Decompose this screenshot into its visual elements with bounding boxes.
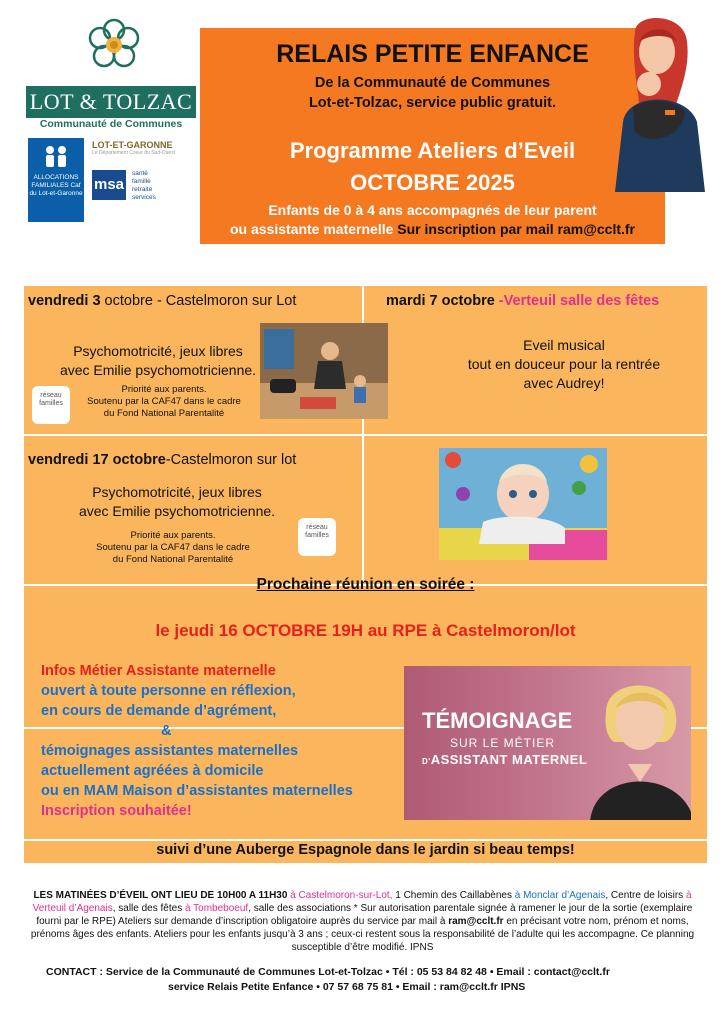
- department-name: LOT-ET-GARONNE: [92, 140, 173, 150]
- note-line: Priorité aux parents.: [121, 384, 207, 395]
- info-inscription: Inscription souhaitée!: [41, 803, 192, 819]
- msa-text: [132, 170, 156, 202]
- program-grid: [24, 286, 707, 863]
- event-location: octobre - Castelmoron sur Lot: [100, 293, 297, 309]
- desc-line: Psychomotricité, jeux libres: [92, 484, 262, 500]
- department-logo: [92, 140, 192, 156]
- event-day: mardi 7 octobre: [386, 293, 495, 309]
- subtitle-line2: Lot-et-Tolzac, service public gratuit.: [308, 95, 557, 111]
- info-line: en cours de demande d’agrément,: [41, 703, 277, 719]
- event-date: [28, 293, 296, 309]
- caf-label: ALLOCATIONS FAMILIALES Caf du Lot-et-Garonne: [29, 174, 83, 197]
- department-sub: Le Département Coeur du Sud-Ouest: [92, 150, 176, 156]
- footer-place: à Tombeboeuf: [184, 903, 249, 914]
- temoignage-banner: [404, 666, 691, 820]
- reseau-familles-logo: réseau familles: [298, 518, 336, 556]
- desc-line: Eveil musical: [523, 337, 605, 353]
- note-line: du Fond National Parentalité: [112, 554, 234, 565]
- event-day: vendredi 3: [28, 293, 101, 309]
- footer-text: , salle des fêtes: [112, 903, 185, 914]
- event-day: vendredi 17 octobre: [28, 452, 166, 468]
- temoignage-sub: SUR LE MÉTIER: [450, 736, 556, 750]
- program-title: Programme Ateliers d’Eveil: [289, 138, 576, 163]
- brand-subtitle: Communauté de Communes: [39, 118, 183, 130]
- header-banner: [200, 28, 665, 244]
- desc-line: avec Emilie psychomotricienne.: [78, 503, 276, 519]
- caf-family-icon: [40, 142, 72, 170]
- info-line: actuellement agréées à domicile: [41, 763, 264, 779]
- footer-text: , salle des associations * Sur autorisation parentale signée à ramener le jour de la sortie (exemplaire fourni par le RPE) Ateliers sur demande d’inscription obligatoire auprès du service par mail à: [36, 903, 693, 927]
- info-ampersand: &: [161, 723, 172, 739]
- subtitle-line1: De la Communauté de Communes: [314, 75, 551, 91]
- event-location: Verteuil salle des fêtes: [503, 293, 660, 309]
- note-line: du Fond National Parentalité: [103, 408, 225, 419]
- desc-line: tout en douceur pour la rentrée: [467, 356, 661, 372]
- msa-line: retraite: [132, 186, 153, 193]
- note-line: Soutenu par la CAF47 dans le cadre: [87, 396, 241, 407]
- event-description: [52, 483, 302, 521]
- event-description: [38, 342, 278, 380]
- event-note: [64, 384, 264, 420]
- footer-hours: LES MATINÉES D’ÉVEIL ONT LIEU DE 10H00 A 11H30: [33, 890, 288, 901]
- event-date: [28, 452, 296, 468]
- contact-line: CONTACT : Service de la Communauté de Communes Lot-et-Tolzac • Tél : 05 53 84 82 48 • Email : contact@cclt.fr: [46, 966, 610, 978]
- msa-logo: [92, 170, 192, 208]
- info-title: Infos Métier Assistante maternelle: [41, 663, 276, 679]
- reunion-title: Prochaine réunion en soirée :: [256, 576, 475, 593]
- desc-line: avec Emilie psychomotricienne.: [59, 362, 257, 378]
- temoignage-title: TÉMOIGNAGE: [422, 708, 573, 733]
- psychomotricity-photo: [260, 323, 388, 419]
- footer-place: à Verteuil d’Agenais: [32, 890, 692, 914]
- temoignage-prefix: D': [422, 757, 431, 766]
- desc-line: Psychomotricité, jeux libres: [73, 343, 243, 359]
- footer-place: à Monclar d’Agenais: [514, 890, 606, 901]
- logo-area: [22, 12, 207, 212]
- contact-line: service Relais Petite Enfance • 07 57 68 75 81 • Email : ram@cclt.fr IPNS: [168, 981, 526, 993]
- reunion-info: [41, 661, 401, 821]
- footer-text: 1 Chemin des Caillabènes: [392, 890, 515, 901]
- info-line: ouvert à toute personne en réflexion,: [41, 683, 296, 699]
- footer-text: en précisant votre nom, prénom et noms, prénoms âges des enfants. Ateliers pour les enfants jusqu’à 3 ans ; ceux-ci restent sous la responsabilité de l’adulte qui les accompagne. Ce planning susceptible d’être modifié. IPNS: [30, 916, 695, 953]
- grid-divider: [24, 839, 707, 841]
- inscription-prefix: ou assistante maternelle: [229, 221, 398, 237]
- reunion-date: le jeudi 16 OCTOBRE 19H au RPE à Castelmoron/lot: [155, 621, 576, 640]
- kids-line: Enfants de 0 à 4 ans accompagnés de leur parent: [268, 202, 597, 218]
- inscription-email[interactable]: Sur inscription par mail ram@cclt.fr: [397, 221, 635, 237]
- reseau-familles-logo: réseau familles: [32, 386, 70, 424]
- footer-email[interactable]: ram@cclt.fr: [448, 916, 504, 927]
- footer-info: [30, 889, 695, 954]
- event-description: [444, 336, 684, 393]
- event-sep: -: [494, 293, 504, 309]
- program-month: OCTOBRE 2025: [350, 170, 515, 195]
- event-date: [386, 293, 659, 309]
- temoignage-job: [422, 752, 587, 767]
- mother-baby-illustration: [605, 12, 715, 192]
- caf-logo: [28, 138, 84, 222]
- page-title: RELAIS PETITE ENFANCE: [276, 40, 589, 68]
- footer-text: , Centre de loisirs: [605, 890, 686, 901]
- msa-line: services: [132, 194, 156, 201]
- info-line: témoignages assistantes maternelles: [41, 743, 299, 759]
- msa-line: santé: [132, 170, 148, 177]
- note-line: Priorité aux parents.: [130, 530, 216, 541]
- assistant-portrait: [584, 672, 691, 820]
- inscription-line: [200, 221, 665, 237]
- footer-text: à: [287, 890, 299, 901]
- grid-divider: [24, 434, 707, 436]
- event-note: [68, 530, 278, 566]
- footer-place: Castelmoron-sur-Lot,: [298, 890, 393, 901]
- msa-box: msa: [92, 170, 126, 200]
- brand-name: LOT & TOLZAC: [26, 86, 196, 118]
- flower-logo-icon: [84, 16, 144, 76]
- temoignage-job-text: ASSISTANT MATERNEL: [430, 752, 588, 767]
- event-location: -Castelmoron sur lot: [165, 452, 297, 468]
- baby-photo: [439, 448, 607, 560]
- msa-line: famille: [132, 178, 151, 185]
- note-line: Soutenu par la CAF47 dans le cadre: [96, 542, 250, 553]
- desc-line: avec Audrey!: [523, 375, 605, 391]
- suivi-line: suivi d’une Auberge Espagnole dans le jardin si beau temps!: [156, 842, 575, 858]
- info-line: ou en MAM Maison d’assistantes maternelles: [41, 783, 353, 799]
